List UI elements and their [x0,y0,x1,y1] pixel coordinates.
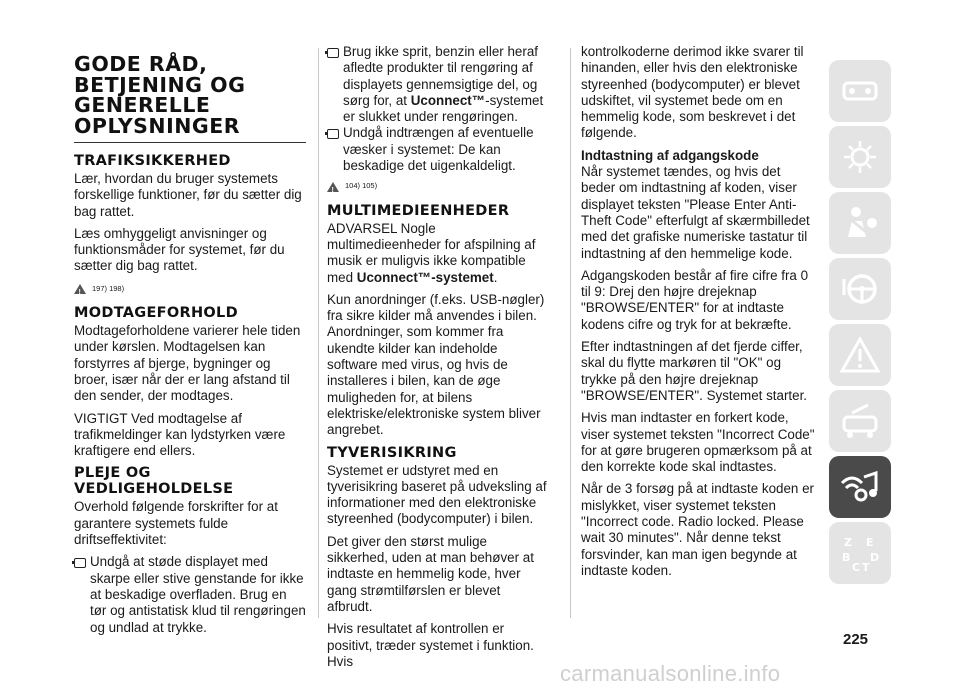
svg-text:D: D [870,551,880,564]
column-divider [318,48,319,618]
tab-safety[interactable] [829,192,891,254]
paragraph: Læs omhyggeligt anvisninger og funktionsmåder for systemet, før du sætter dig bag rattet. [74,225,285,274]
bullet-text: Undgå indtrængen af eventuelle væsker i systemet: De kan beskadige det uigenkaldeligt. [343,125,534,174]
paragraph: Hvis resultatet af kontrollen er positivt, træder systemet i funktion. Hvis [327,621,534,669]
watermark: carmanualsonline.info [560,661,781,686]
paragraph: ADVARSEL Nogle multimedieenheder for afspilning af musik er muligvis ikke kompatible med Uconnect™-systemet. [327,220,536,285]
section-title-multimedieenheder: MULTIMEDIEENHEDER [327,202,510,219]
column-divider [570,48,571,618]
tab-driving[interactable] [829,258,891,320]
bullet-item [327,125,549,174]
paragraph: Hvis man indtaster en forkert kode, viser systemet teksten "Incorrect Code" for at gøre brugeren opmærksom på at den korrekte kode skal indtastes. [581,410,815,475]
chapter-title: GODE RÅD, BETJENING OG GENERELLE OPLYSNINGER [74,52,246,138]
tab-maintenance[interactable] [829,390,891,452]
subheading-adgangskode: Indtastning af adgangskode [581,147,759,163]
paragraph: VIGTIGT Ved modtagelse af trafikmeldinger kan lydstyrken være kraftigere end ellers. [74,410,286,459]
multimedia-music-icon [838,467,882,507]
bullet-item [74,554,306,635]
chapter-tab-sidebar [829,60,891,588]
paragraph: Adgangskoden består af fire cifre fra 0 til 9: Drej den højre drejeknap "BROWSE/ENTER" for at indtaste kodens cifre og tryk for at bekræfte. [581,267,809,332]
warning-triangle-icon [327,182,339,192]
column-1 [74,44,306,636]
warning-road-icon [838,335,882,375]
bullet-icon [327,129,339,139]
wrench-car-icon [838,401,882,441]
paragraph: Modtageforholdene varierer hele tiden under kørslen. Modtagelsen kan forstyrres af bjerge, bygninger og broer, især når der er lang afstand til den sender, der modtages. [74,323,301,404]
tab-index[interactable] [829,522,891,584]
paragraph: Systemet er udstyret med en tyverisikring baseret på udveksling af informationer med den elektroniske styreenhed (bodycomputer) i bilen. [327,462,547,527]
paragraph: Når systemet tændes, og hvis det beder om indtastning af koden, viser displayet teksten "Please Enter Anti-Theft Code" efterfulgt af skærmbilledet med det grafiske numeriske tastatur til indtastning af den hemmelige kode. [581,164,810,261]
bullet-text: Brug ikke sprit, benzin eller heraf afledte produkter til rengøring af displayets gennemsigtige del, og sørg for, at Uconnect™-systemet er slukket under rengøringen. [343,44,544,125]
section-title-tyverisikring: TYVERISIKRING [327,444,457,461]
tab-dashboard[interactable] [829,60,891,122]
steering-wheel-icon [838,269,882,309]
seatbelt-airbag-icon [838,203,882,243]
column-3 [581,44,817,585]
svg-text:E: E [866,536,874,549]
paragraph: kontrolkoderne derimod ikke svarer til hinanden, eller hvis den elektroniske styreenhed (bodycomputer) er blevet udskiftet, vil systemet bede om en hemmelig kode, som beskrevet i det følgende. [581,44,804,141]
column-2 [327,44,549,676]
bullet-item [327,44,549,125]
svg-text:B: B [842,551,851,564]
warning-triangle-icon [74,284,86,294]
car-dashboard-icon [838,71,882,111]
paragraph: Overhold følgende forskrifter for at garantere systemets fulde driftseffektivitet: [74,499,278,548]
bullet-icon [74,558,86,568]
sun-light-icon [838,137,882,177]
warning-numbers: 197) 198) [92,283,125,293]
svg-text:C: C [852,561,861,573]
svg-text:Z: Z [844,536,852,549]
warning-reference [327,178,549,194]
warning-reference [74,281,306,297]
section-title-modtageforhold: MODTAGEFORHOLD [74,305,238,322]
section-title-trafiksikkerhed: TRAFIKSIKKERHED [74,153,231,169]
paragraph: Når de 3 forsøg på at indtaste koden er mislykket, viser systemet teksten "Incorrect code. Radio locked. Please wait 30 minutes". Når denne tekst forsvinder, kan man igen begynde at indtaste koden. [581,481,814,578]
tab-lights[interactable] [829,126,891,188]
title-rule [74,142,306,143]
bullet-text: Undgå at støde displayet med skarpe eller stive genstande for ikke at beskadige overfladen. Brug en tør og antistatisk klud til rengøringen og undlad at trykke. [90,554,306,635]
tab-multimedia[interactable] [829,456,891,518]
page-number: 225 [843,631,869,648]
paragraph: Kun anordninger (f.eks. USB-nøgler) fra sikre kilder må anvendes i bilen. Anordninger, som kommer fra ukendte kilder kan indeholde software med virus, og hvis de installeres i bilen, kan de øge muligheden for, at bilens elektriske/elektroniske system bliver angrebet. [327,291,545,438]
paragraph: Lær, hvordan du bruger systemets forskellige funktioner, før du sætter dig bag rattet. [74,171,302,219]
alphabet-index-icon [838,533,882,573]
tab-emergency[interactable] [829,324,891,386]
section-title-pleje: PLEJE OG VEDLIGEHOLDELSE [74,465,234,498]
paragraph: Det giver den størst mulige sikkerhed, uden at man behøver at indtaste en hemmelig kode, hver gang strømtilførslen er blevet afbrudt. [327,533,534,614]
paragraph: Efter indtastningen af det fjerde ciffer, skal du flytte markøren til "OK" og trykke på den højre drejeknap "BROWSE/ENTER". Systemet starter. [581,339,808,403]
svg-text:T: T [862,561,870,573]
warning-numbers: 104) 105) [345,181,378,191]
bullet-icon [327,48,339,58]
